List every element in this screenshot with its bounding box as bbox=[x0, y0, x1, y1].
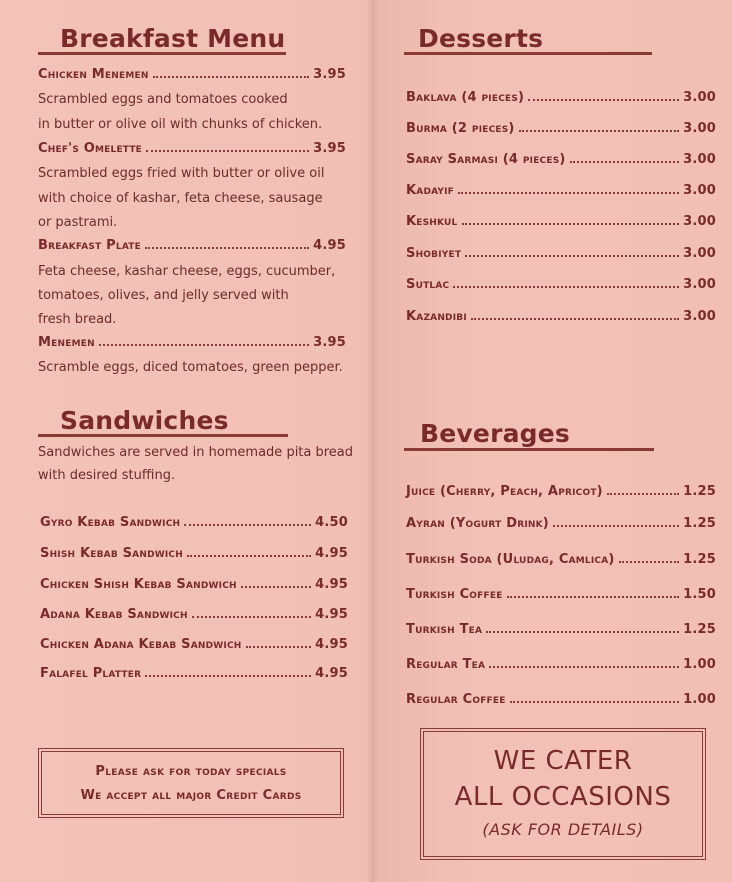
item-name: Kadayif bbox=[406, 183, 455, 198]
leader-dots bbox=[486, 631, 679, 633]
leader-dots bbox=[462, 223, 680, 225]
leader-dots bbox=[146, 150, 309, 152]
beverages-rule bbox=[404, 448, 654, 451]
leader-dots bbox=[184, 524, 311, 526]
leader-dots bbox=[187, 555, 311, 557]
item-price: 3.00 bbox=[683, 309, 716, 324]
item-name: Turkish Coffee bbox=[406, 587, 503, 602]
item-name: Sutlac bbox=[406, 277, 450, 292]
item-price: 3.00 bbox=[683, 152, 716, 167]
leader-dots bbox=[553, 525, 679, 527]
credit-cards-notice-line: We accept all major Credit Cards bbox=[80, 788, 302, 803]
menu-item bbox=[38, 66, 346, 84]
item-name: Turkish Soda (Uludag, Camlica) bbox=[406, 552, 615, 567]
item-price: 4.50 bbox=[315, 515, 348, 530]
item-price: 1.00 bbox=[683, 657, 716, 672]
menu-item bbox=[406, 691, 716, 709]
page-fold bbox=[366, 0, 378, 882]
sandwiches-rule bbox=[38, 434, 288, 437]
menu-item bbox=[406, 621, 716, 639]
sandwiches-intro: Sandwiches are served in homemade pita bread bbox=[38, 445, 354, 460]
item-name: Gyro Kebab Sandwich bbox=[40, 515, 181, 530]
menu-item bbox=[40, 576, 348, 594]
catering-line: ALL OCCASIONS bbox=[454, 782, 672, 812]
item-name: Chef's Omelette bbox=[38, 141, 143, 156]
leader-dots bbox=[99, 344, 309, 346]
catering-box bbox=[420, 728, 706, 860]
breakfast-rule bbox=[38, 52, 286, 55]
item-name: Shish Kebab Sandwich bbox=[40, 546, 183, 561]
item-description: or pastrami. bbox=[38, 215, 118, 230]
item-name: Kazandibi bbox=[406, 309, 467, 324]
item-description: Feta cheese, kashar cheese, eggs, cucumber, bbox=[38, 264, 336, 279]
item-name: Regular Coffee bbox=[406, 692, 506, 707]
item-description: Scrambled eggs and tomatoes cooked bbox=[38, 92, 288, 107]
item-name: Juice (Cherry, Peach, Apricot) bbox=[406, 484, 603, 499]
sandwiches-intro: with desired stuffing. bbox=[38, 468, 176, 483]
item-description: tomatoes, olives, and jelly served with bbox=[38, 288, 289, 303]
item-price: 3.95 bbox=[313, 67, 346, 82]
item-price: 1.25 bbox=[683, 484, 716, 499]
item-description: Scramble eggs, diced tomatoes, green pepper. bbox=[38, 360, 343, 375]
leader-dots bbox=[471, 318, 679, 320]
leader-dots bbox=[145, 247, 309, 249]
item-name: Burma (2 pieces) bbox=[406, 121, 515, 136]
item-name: Saray Sarmasi (4 pieces) bbox=[406, 152, 566, 167]
item-name: Chicken Adana Kebab Sandwich bbox=[40, 637, 242, 652]
leader-dots bbox=[619, 561, 680, 563]
leader-dots bbox=[510, 701, 680, 703]
leader-dots bbox=[465, 255, 679, 257]
item-price: 1.00 bbox=[683, 692, 716, 707]
menu-item bbox=[38, 334, 346, 352]
item-name: Shobiyet bbox=[406, 246, 462, 261]
item-name: Regular Tea bbox=[406, 657, 486, 672]
leader-dots bbox=[153, 76, 310, 78]
item-price: 4.95 bbox=[315, 637, 348, 652]
leader-dots bbox=[570, 161, 680, 163]
menu-item bbox=[406, 483, 716, 501]
menu-item bbox=[406, 656, 716, 674]
item-price: 3.95 bbox=[313, 335, 346, 350]
menu-item bbox=[40, 545, 348, 563]
item-price: 4.95 bbox=[315, 546, 348, 561]
leader-dots bbox=[246, 646, 312, 648]
item-name: Turkish Tea bbox=[406, 622, 483, 637]
item-description: Scrambled eggs fried with butter or olive oil bbox=[38, 166, 325, 181]
leader-dots bbox=[453, 286, 679, 288]
item-price: 4.95 bbox=[315, 577, 348, 592]
item-name: Breakfast Plate bbox=[38, 238, 141, 253]
item-price: 1.25 bbox=[683, 552, 716, 567]
leader-dots bbox=[528, 99, 679, 101]
menu-item bbox=[38, 140, 346, 158]
menu-item bbox=[406, 213, 716, 231]
item-price: 3.00 bbox=[683, 214, 716, 229]
sandwiches-heading: Sandwiches bbox=[60, 406, 229, 435]
leader-dots bbox=[145, 675, 311, 677]
leader-dots bbox=[519, 130, 680, 132]
item-name: Adana Kebab Sandwich bbox=[40, 607, 188, 622]
item-price: 3.00 bbox=[683, 121, 716, 136]
item-price: 1.50 bbox=[683, 587, 716, 602]
menu-item bbox=[40, 606, 348, 624]
desserts-rule bbox=[404, 52, 652, 55]
item-price: 1.25 bbox=[683, 516, 716, 531]
menu-item bbox=[406, 515, 716, 533]
menu-item bbox=[406, 151, 716, 169]
desserts-heading: Desserts bbox=[418, 24, 544, 53]
menu-item bbox=[406, 245, 716, 263]
menu-item bbox=[40, 636, 348, 654]
item-name: Chicken Menemen bbox=[38, 67, 149, 82]
leader-dots bbox=[507, 596, 680, 598]
beverages-heading: Beverages bbox=[420, 419, 570, 448]
item-description: in butter or olive oil with chunks of chicken. bbox=[38, 117, 323, 132]
specials-notice-box bbox=[38, 748, 344, 818]
menu-item bbox=[40, 665, 348, 683]
item-price: 3.00 bbox=[683, 246, 716, 261]
menu-item bbox=[406, 89, 716, 107]
leader-dots bbox=[192, 616, 311, 618]
item-price: 3.00 bbox=[683, 277, 716, 292]
item-price: 4.95 bbox=[313, 238, 346, 253]
item-price: 3.00 bbox=[683, 90, 716, 105]
leader-dots bbox=[241, 586, 311, 588]
menu-item bbox=[406, 276, 716, 294]
catering-line: WE CATER bbox=[493, 746, 633, 776]
menu-item bbox=[406, 120, 716, 138]
item-description: with choice of kashar, feta cheese, sausage bbox=[38, 191, 323, 206]
item-price: 3.95 bbox=[313, 141, 346, 156]
item-price: 4.95 bbox=[315, 666, 348, 681]
item-price: 3.00 bbox=[683, 183, 716, 198]
leader-dots bbox=[489, 666, 679, 668]
item-description: fresh bread. bbox=[38, 312, 117, 327]
specials-notice-line: Please ask for today specials bbox=[95, 764, 287, 779]
menu-item bbox=[406, 551, 716, 569]
leader-dots bbox=[458, 192, 679, 194]
item-name: Chicken Shish Kebab Sandwich bbox=[40, 577, 237, 592]
breakfast-heading: Breakfast Menu bbox=[60, 24, 286, 53]
catering-details: (ASK FOR DETAILS) bbox=[482, 820, 644, 839]
item-name: Ayran (Yogurt Drink) bbox=[406, 516, 549, 531]
item-price: 4.95 bbox=[315, 607, 348, 622]
item-price: 1.25 bbox=[683, 622, 716, 637]
leader-dots bbox=[607, 493, 679, 495]
menu-item bbox=[38, 237, 346, 255]
menu-item bbox=[40, 514, 348, 532]
menu-item bbox=[406, 586, 716, 604]
item-name: Baklava (4 pieces) bbox=[406, 90, 525, 105]
menu-item bbox=[406, 182, 716, 200]
item-name: Falafel Platter bbox=[40, 666, 142, 681]
menu-item bbox=[406, 308, 716, 326]
item-name: Menemen bbox=[38, 335, 95, 350]
item-name: Keshkul bbox=[406, 214, 458, 229]
